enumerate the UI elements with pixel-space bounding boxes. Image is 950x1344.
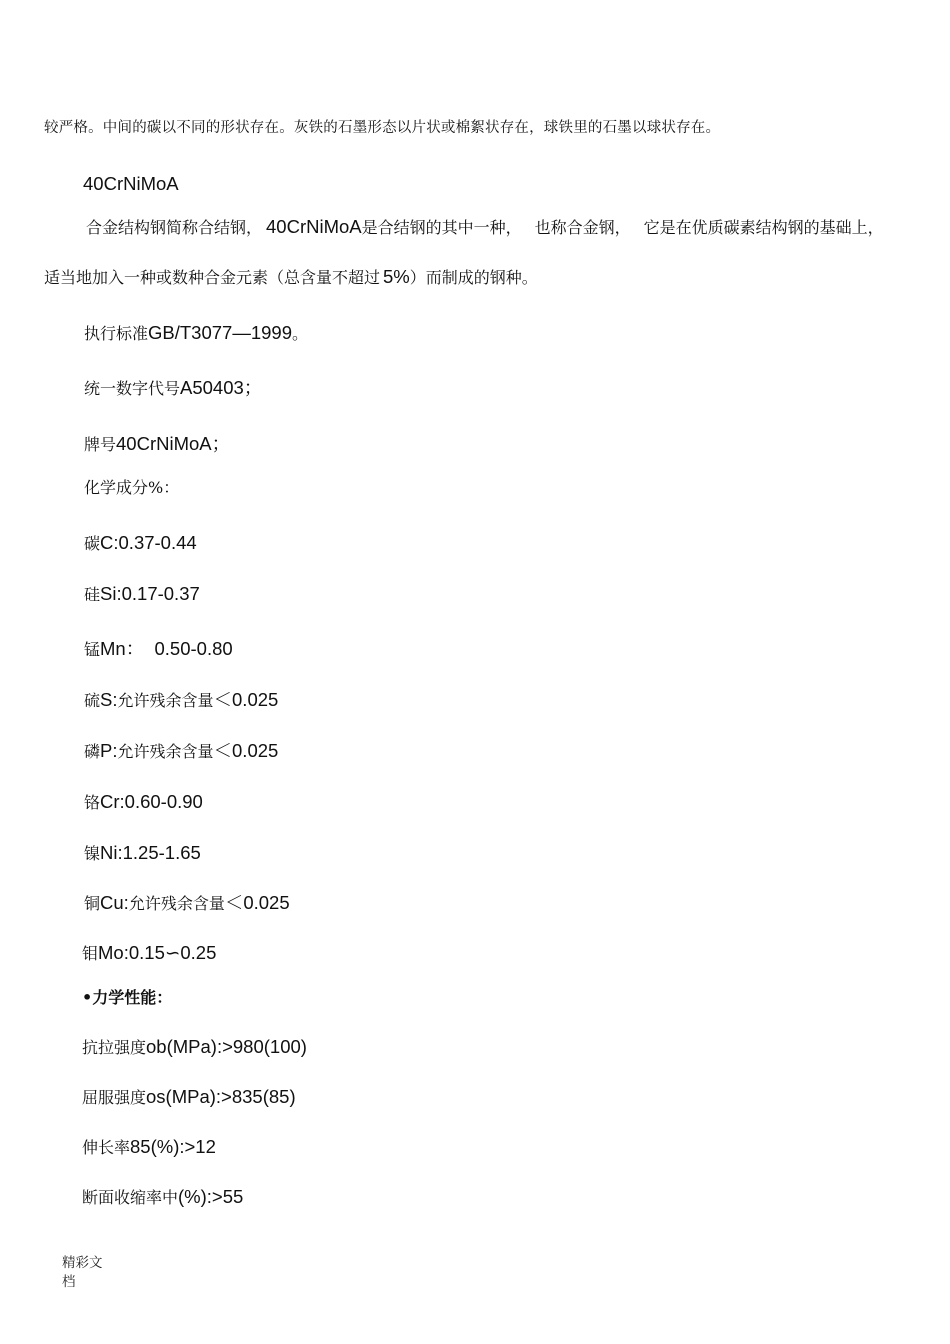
element-name: 镍 (84, 844, 101, 863)
element-spec: Cu: (100, 892, 129, 913)
definition-text: 适当地加入一种或数种合金元素（总含量不超过 (44, 268, 381, 287)
element-spec: Ni:1.25-1.65 (100, 842, 201, 863)
definition-text: 它是在优质碳素结构钢的基础上， (643, 218, 884, 237)
element-spec: S: (100, 689, 118, 710)
unified-code-line (84, 377, 262, 400)
grade-value: 40CrNiMoA； (116, 433, 231, 454)
standard-line (84, 322, 308, 345)
property-name: 屈服强度 (82, 1088, 147, 1107)
definition-text: 是合结钢的其中一种， (361, 218, 522, 237)
definition-text: ） (409, 268, 426, 287)
property-value: ob(MPa):>980(100) (146, 1036, 307, 1057)
element-limit: ＜0.025 (213, 740, 279, 761)
composition-item (84, 638, 233, 661)
element-spec: Mo:0.15∽0.25 (98, 942, 217, 963)
standard-label: 执行标准 (84, 324, 149, 343)
property-value: 85(%):>12 (130, 1136, 216, 1157)
definition-line-1 (86, 216, 884, 239)
composition-item (84, 583, 200, 606)
composition-item (84, 689, 278, 712)
composition-title: 化学成分%： (84, 478, 180, 497)
property-name: 伸长率 (82, 1138, 131, 1157)
property-name: 断面收缩率中 (82, 1188, 179, 1207)
element-limit: ＜0.025 (213, 689, 279, 710)
composition-item (84, 791, 203, 814)
property-name: 抗拉强度 (82, 1038, 147, 1057)
element-spec: Si:0.17-0.37 (100, 583, 200, 604)
grade-label: 牌号 (84, 435, 117, 454)
mechanical-item (82, 1136, 216, 1159)
element-spec: P: (100, 740, 118, 761)
element-name: 硅 (84, 585, 101, 604)
unified-code-value: A50403； (180, 377, 263, 398)
element-spec: C:0.37-0.44 (100, 532, 197, 553)
footer-label: 精彩文档 (62, 1255, 103, 1290)
composition-item (84, 842, 201, 865)
mechanical-item (82, 1086, 296, 1109)
definition-text: 合金结构钢简称合结钢， (86, 218, 263, 237)
element-name: 磷 (84, 742, 101, 761)
alloy-percent: 5% (383, 266, 410, 287)
section-heading: 40CrNiMoA (83, 173, 179, 194)
element-name: 硫 (84, 691, 101, 710)
element-name: 钼 (82, 944, 99, 963)
unified-code-label: 统一数字代号 (84, 379, 181, 398)
element-spec: Cr:0.60-0.90 (100, 791, 203, 812)
standard-value: GB/T3077—1999 (148, 322, 292, 343)
definition-text: 而制成的钢种。 (425, 268, 538, 287)
mechanical-title: •力学性能： (82, 988, 173, 1007)
mechanical-item (82, 1036, 307, 1059)
standard-suffix: 。 (292, 324, 309, 343)
intro-paragraph: 较严格。中间的碳以不同的形状存在。灰铁的石墨形态以片状或棉絮状存在，球铁里的石墨以球状存在。 (44, 120, 721, 136)
element-note: 允许残余含量 (117, 742, 214, 761)
composition-item (84, 740, 278, 763)
grade-inline: 40CrNiMoA (266, 216, 362, 237)
element-name: 碳 (84, 534, 101, 553)
composition-item (84, 892, 290, 915)
element-name: 铬 (84, 793, 101, 812)
composition-item (84, 532, 197, 555)
property-value: os(MPa):>835(85) (146, 1086, 296, 1107)
composition-item (82, 942, 216, 965)
definition-line-2 (44, 266, 538, 289)
element-limit: ＜0.025 (224, 892, 290, 913)
element-spec: Mn： 0.50-0.80 (100, 638, 233, 659)
element-note: 允许残余含量 (117, 691, 214, 710)
element-name: 铜 (84, 894, 101, 913)
element-name: 锰 (84, 640, 101, 659)
grade-line (84, 433, 230, 456)
property-value: (%):>55 (178, 1186, 244, 1207)
definition-text: 也称合金钢， (534, 218, 631, 237)
element-note: 允许残余含量 (128, 894, 225, 913)
mechanical-item (82, 1186, 243, 1209)
